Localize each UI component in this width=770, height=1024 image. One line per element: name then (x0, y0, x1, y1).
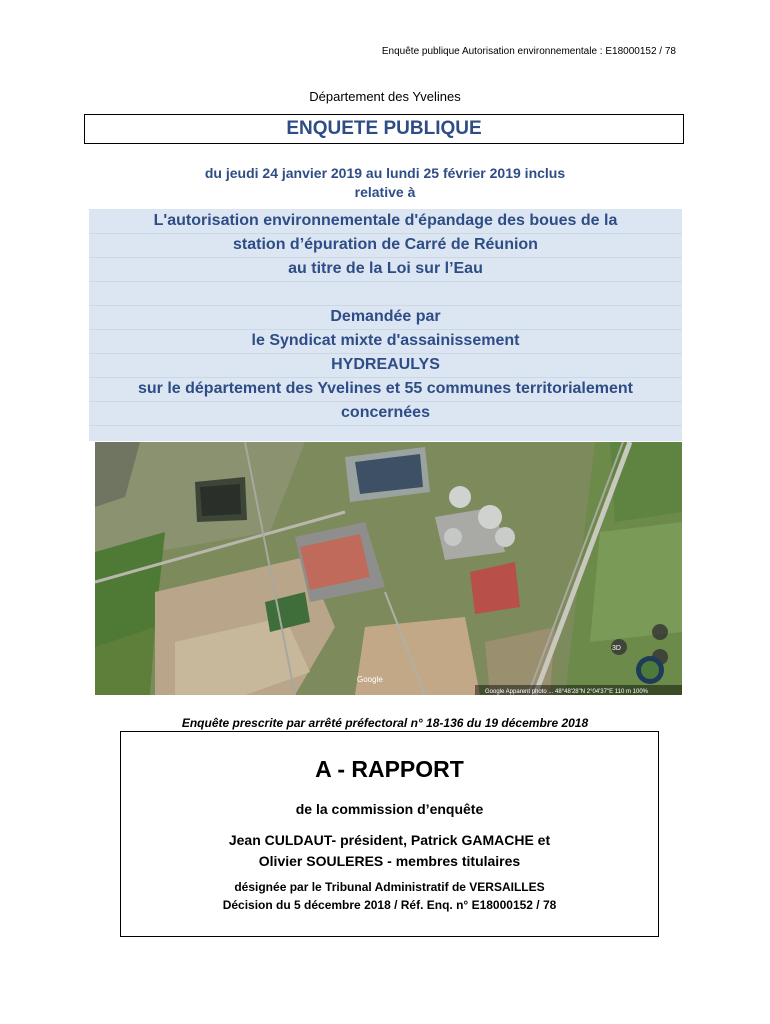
subject-line: station d’épuration de Carré de Réunion (233, 236, 538, 253)
row-line (89, 305, 682, 306)
subject-line: sur le département des Yvelines et 55 communes territorialement (137, 380, 633, 397)
members-line-2: Olivier SOULERES - membres titulaires (258, 853, 521, 869)
subject-line: L'autorisation environnementale d'épandage des boues de la (153, 212, 618, 229)
map-3d-control: 3D (612, 645, 621, 652)
designee-line: désignée par le Tribunal Administratif de VERSAILLES (234, 880, 545, 894)
enquiry-dates (0, 164, 770, 202)
row-line (89, 425, 682, 426)
row-line (89, 281, 682, 282)
dates-line: du jeudi 24 janvier 2019 au lundi 25 février 2019 inclus (204, 165, 566, 181)
header-reference: Enquête publique Autorisation environnementale : E18000152 / 78 (381, 46, 676, 57)
aerial-photo-svg (95, 442, 682, 695)
rapport-box (120, 731, 659, 937)
page-title: ENQUETE PUBLIQUE (286, 118, 482, 139)
commission-subtitle: de la commission d’enquête (295, 801, 484, 817)
subject-box (89, 209, 682, 441)
map-attribution: Google Apparent photo ... 48°48'28"N 2°04'37"E 110 m 100% (485, 689, 649, 695)
row-line (89, 233, 682, 234)
subject-line: au titre de la Loi sur l’Eau (288, 260, 483, 277)
subject-line: le Syndicat mixte d'assainissement (251, 332, 520, 349)
decision-line: Décision du 5 décembre 2018 / Réf. Enq. n° E18000152 / 78 (222, 898, 557, 912)
google-logo-text: Google (357, 675, 383, 684)
department-name: Département des Yvelines (309, 89, 461, 104)
rapport-heading: A - RAPPORT (315, 756, 464, 782)
subject-line: Demandée par (330, 308, 441, 325)
row-line (89, 401, 682, 402)
relative-line: relative à (354, 184, 416, 200)
subject-line: concernées (341, 404, 430, 421)
row-line (89, 353, 682, 354)
row-line (89, 257, 682, 258)
row-line (89, 329, 682, 330)
title-box (84, 114, 684, 144)
members-line-1: Jean CULDAUT- président, Patrick GAMACHE et (228, 832, 551, 848)
row-line (89, 377, 682, 378)
prescription-note: Enquête prescrite par arrêté préfectoral n° 18-136 du 19 décembre 2018 (181, 716, 589, 730)
aerial-photo (95, 442, 682, 695)
subject-line: HYDREAULYS (331, 356, 440, 373)
